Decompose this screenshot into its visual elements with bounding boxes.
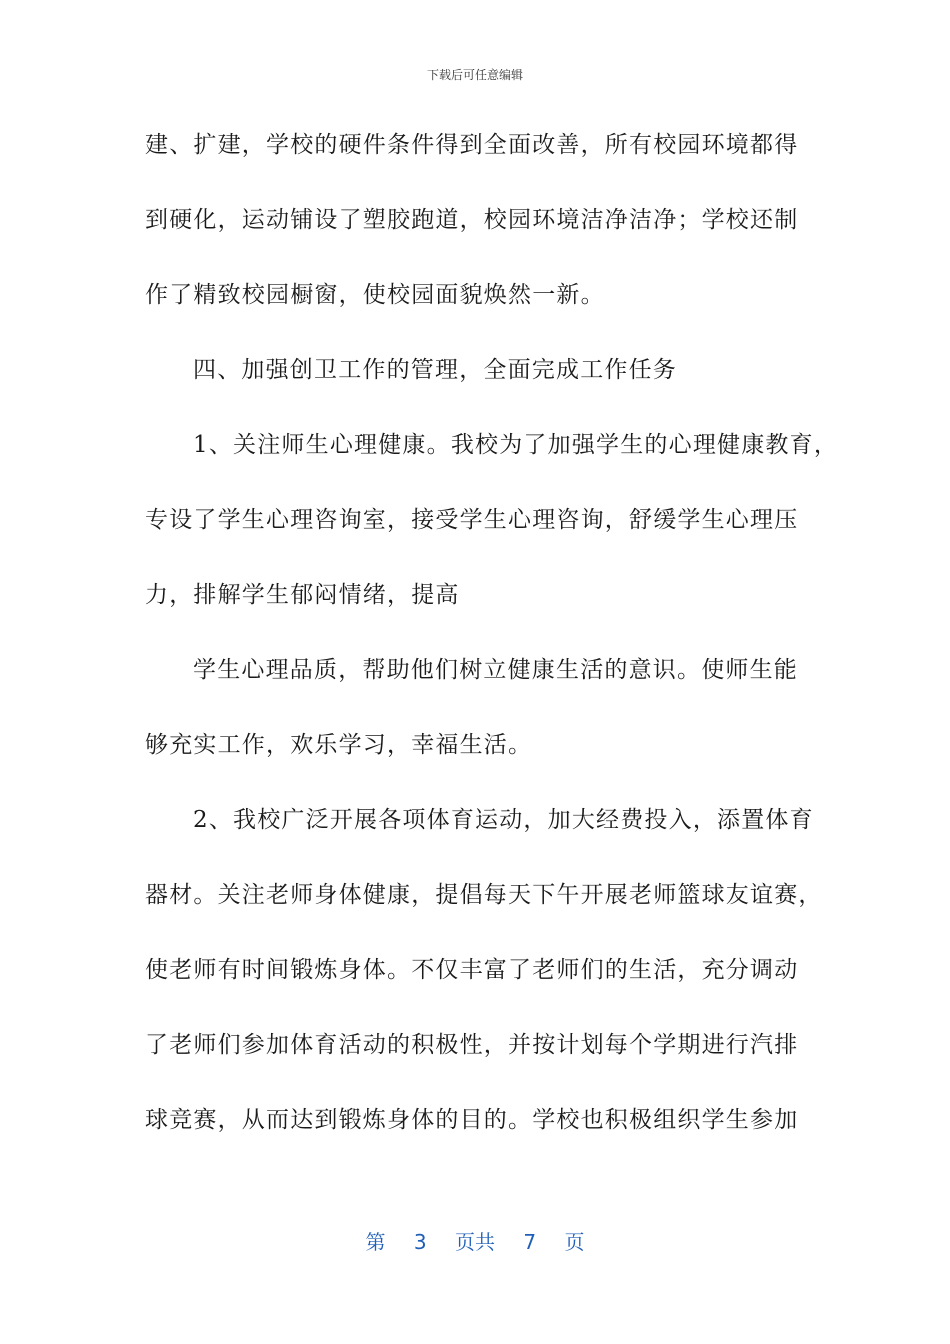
page-middle-text: 页共 (455, 1230, 495, 1254)
paragraph-line: 到硬化，运动铺设了塑胶跑道，校园环境洁净洁净；学校还制 (145, 207, 799, 233)
paragraph-line: 力，排解学生郁闷情绪，提高 (145, 582, 460, 608)
current-page-number: 3 (413, 1230, 427, 1254)
paragraph-line: 作了精致校园橱窗，使校园面貌焕然一新。 (145, 282, 605, 308)
page-header: 下载后可任意编辑 (426, 68, 523, 82)
paragraph-line: 器材。关注老师身体健康，提倡每天下午开展老师篮球友谊赛， (145, 882, 823, 908)
paragraph-line: 了老师们参加体育活动的积极性，并按计划每个学期进行汽排 (145, 1032, 799, 1058)
paragraph-line: 学生心理品质，帮助他们树立健康生活的意识。使师生能 (193, 657, 798, 683)
page-prefix: 第 (365, 1230, 386, 1254)
paragraph-line: 够充实工作，欢乐学习，幸福生活。 (145, 732, 533, 758)
page-suffix: 页 (564, 1230, 585, 1254)
total-pages-number: 7 (523, 1230, 537, 1254)
section-heading: 四、加强创卫工作的管理，全面完成工作任务 (193, 357, 677, 383)
paragraph-line: 专设了学生心理咨询室，接受学生心理咨询，舒缓学生心理压 (145, 507, 799, 533)
page-footer (0, 1226, 950, 1255)
paragraph-line: 球竞赛，从而达到锻炼身体的目的。学校也积极组织学生参加 (145, 1107, 799, 1133)
paragraph-line: 2、我校广泛开展各项体育运动，加大经费投入，添置体育 (193, 807, 814, 833)
paragraph-line: 使老师有时间锻炼身体。不仅丰富了老师们的生活，充分调动 (145, 957, 799, 983)
paragraph-line: 1、关注师生心理健康。我校为了加强学生的心理健康教育， (193, 432, 839, 458)
paragraph-line: 建、扩建，学校的硬件条件得到全面改善，所有校园环境都得 (145, 132, 799, 158)
